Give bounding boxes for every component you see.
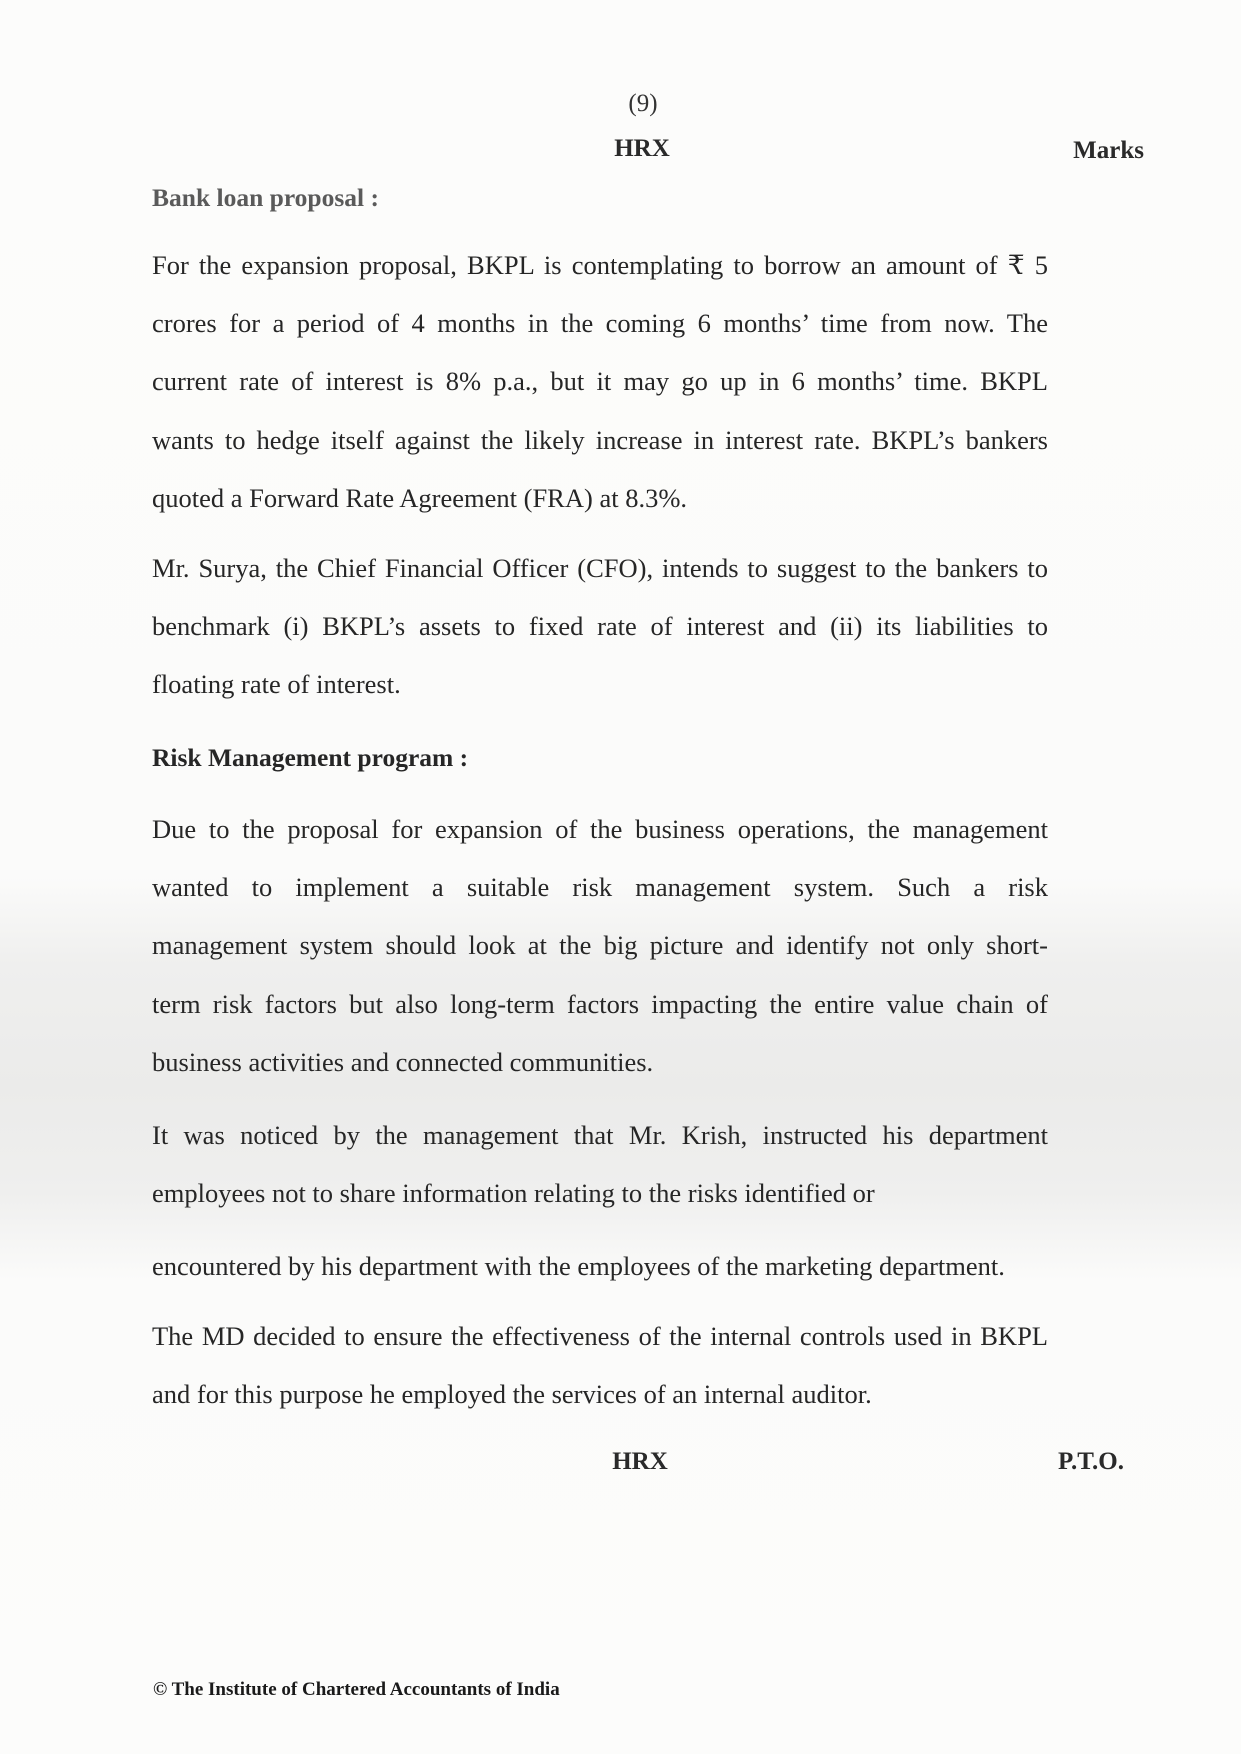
text-line: floating rate of interest. bbox=[152, 669, 401, 700]
text-line: current rate of interest is 8% p.a., but it may go up in 6 months’ time. BKPL bbox=[152, 366, 1048, 397]
section-heading-risk-management: Risk Management program : bbox=[152, 743, 469, 772]
paragraph bbox=[152, 1237, 1048, 1295]
text-line: The MD decided to ensure the effectiveness of the internal controls used in BKPL bbox=[152, 1321, 1048, 1351]
text-line: benchmark (i) BKPL’s assets to fixed rate of interest and (ii) its liabilities to bbox=[152, 611, 1048, 642]
text-line: term risk factors but also long-term factors impacting the entire value chain of bbox=[152, 988, 1048, 1019]
page-number: (9) bbox=[628, 90, 658, 117]
text-line: employees not to share information relating to the risks identified or bbox=[152, 1178, 875, 1209]
paragraph bbox=[152, 1307, 1048, 1423]
text-line: business activities and connected communities. bbox=[152, 1046, 654, 1077]
text-line: Mr. Surya, the Chief Financial Officer (CFO), intends to suggest to the bankers to bbox=[152, 553, 1048, 583]
paragraph bbox=[152, 800, 1048, 1091]
text-line: crores for a period of 4 months in the coming 6 months’ time from now. The bbox=[152, 308, 1048, 339]
paragraph bbox=[152, 236, 1048, 527]
marks-label: Marks bbox=[1073, 137, 1144, 164]
text-line: For the expansion proposal, BKPL is contemplating to borrow an amount of ₹ 5 bbox=[152, 250, 1048, 280]
pto-label: P.T.O. bbox=[1058, 1448, 1124, 1475]
paper-code-footer: HRX bbox=[612, 1448, 668, 1475]
section-heading-bank-loan: Bank loan proposal : bbox=[152, 183, 379, 212]
text-line: quoted a Forward Rate Agreement (FRA) at 8.3%. bbox=[152, 482, 688, 513]
text-line: management system should look at the big picture and identify not only short- bbox=[152, 930, 1048, 961]
copyright-notice: © The Institute of Chartered Accountants of India bbox=[153, 1679, 560, 1700]
paper-code-header: HRX bbox=[614, 135, 670, 162]
text-line: and for this purpose he employed the services of an internal auditor. bbox=[152, 1379, 872, 1410]
text-line: encountered by his department with the employees of the marketing department. bbox=[152, 1251, 1005, 1281]
paragraph bbox=[152, 1106, 1048, 1222]
text-line: wants to hedge itself against the likely increase in interest rate. BKPL’s bankers bbox=[152, 424, 1048, 455]
text-line: Due to the proposal for expansion of the business operations, the management bbox=[152, 814, 1048, 844]
text-line: It was noticed by the management that Mr. Krish, instructed his department bbox=[152, 1120, 1048, 1150]
paragraph bbox=[152, 539, 1048, 714]
text-line: wanted to implement a suitable risk management system. Such a risk bbox=[152, 872, 1048, 903]
